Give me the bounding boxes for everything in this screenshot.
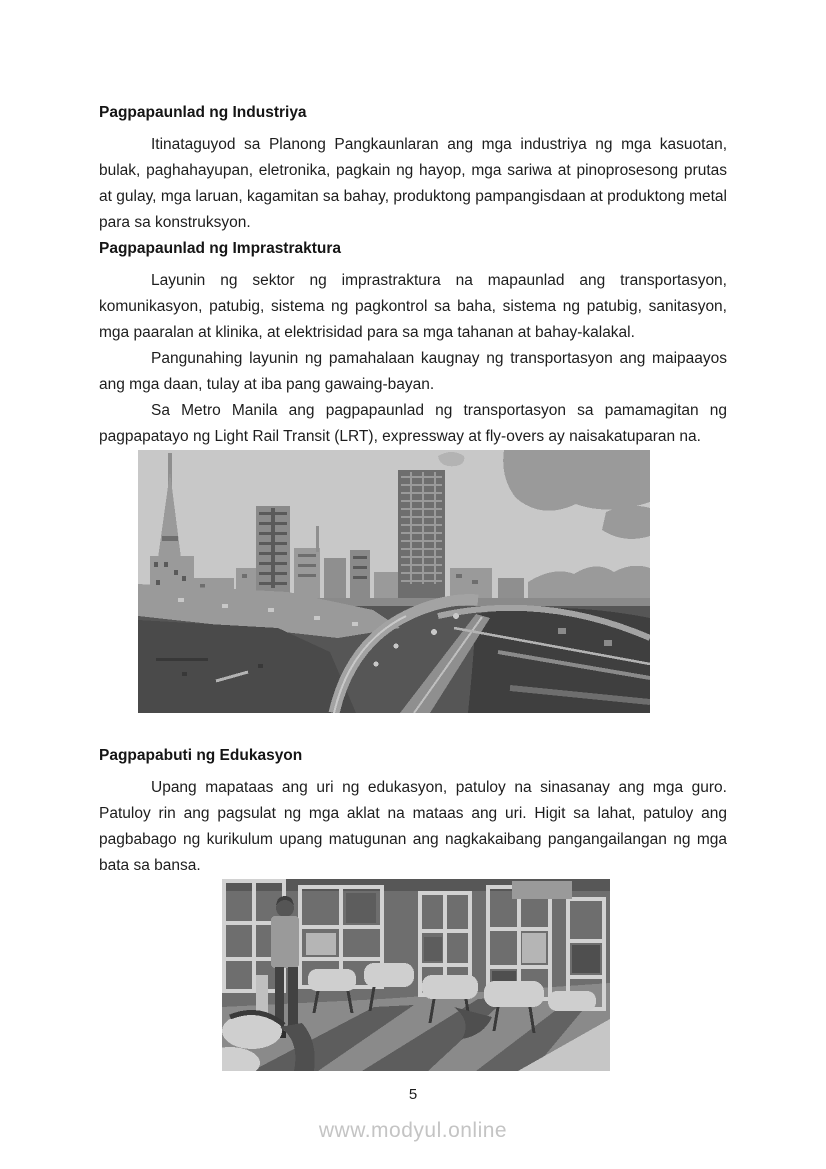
- paragraph-edukasyon-1: Upang mapataas ang uri ng edukasyon, patuloy na sinasanay ang mga guro. Patuloy rin ang pagsulat ng mga aklat na mataas ang uri. Higit sa lahat, patuloy ang pagbabago ng kurikulum upang matugunan ang nagkakaibang pangangailangan ng mga bata sa bansa.: [99, 779, 727, 874]
- paragraph-imprastraktura-3: Sa Metro Manila ang pagpapaunlad ng transportasyon sa pamamagitan ng pagpapatayo ng Light Rail Transit (LRT), expressway at fly-overs ay naisakatuparan na.: [99, 402, 727, 445]
- watermark: www.modyul.online: [318, 1119, 508, 1142]
- city-skyline-figure: [138, 450, 650, 713]
- paragraph-imprastraktura-1: Layunin ng sektor ng imprastraktura na mapaunlad ang transportasyon, komunikasyon, patubig, sistema ng pagkontrol sa baha, sistema ng patubig, sanitasyon, mga paaralan at klinika, at elektrisidad para sa mga tahanan at bahay-kalakal.: [99, 272, 727, 341]
- city-skyline-image: [138, 450, 650, 713]
- paragraph-imprastraktura-2: Pangunahing layunin ng pamahalaan kaugnay ng transportasyon ang maipaayos ang mga daan, tulay at iba pang gawaing-bayan.: [99, 350, 727, 393]
- city-ground-group: [138, 584, 650, 713]
- section-industriya: [99, 100, 727, 236]
- section-heading-edukasyon: Pagpapabuti ng Edukasyon: [99, 747, 303, 764]
- section-edukasyon: [99, 743, 727, 1071]
- page-number: 5: [408, 1086, 418, 1103]
- classroom-image: [222, 879, 610, 1071]
- section-heading-imprastraktura: Pagpapaunlad ng Imprastraktura: [99, 240, 342, 257]
- paragraph-industriya-1: Itinataguyod sa Planong Pangkaunlaran ang mga industriya ng mga kasuotan, bulak, paghahayupan, eletronika, pagkain ng hayop, mga sariwa at pinoprosesong prutas at gulay, mga laruan, kagamitan sa bahay, produktong pampangisdaan at produktong metal para sa konstruksyon.: [99, 136, 727, 231]
- classroom-figure: [222, 879, 610, 1071]
- section-imprastraktura: [99, 236, 727, 713]
- section-heading-industriya: Pagpapaunlad ng Industriya: [99, 104, 307, 121]
